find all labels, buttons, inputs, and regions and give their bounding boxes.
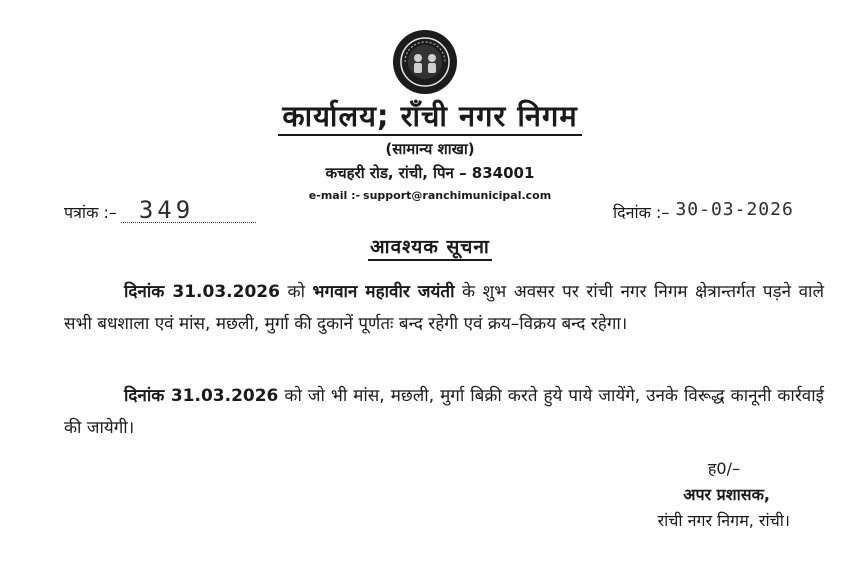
letter-number-line: [64, 196, 256, 224]
p2-body: को जो भी मांस, मछली, मुर्गा बिक्री करते हुये पाये जायेंगे, उनके विरूद्ध कानूनी कार्रवाई की जायेगी।: [64, 386, 824, 438]
date-label: दिनांक :–: [613, 203, 670, 222]
office-address: कचहरी रोड, रांची, पिन – 834001: [325, 164, 535, 182]
letter-number-label: पत्रांक :–: [64, 203, 117, 222]
p1-connector: को: [279, 282, 313, 302]
date-line: [613, 201, 794, 223]
signatory-office: रांची नगर निगम, रांची।: [657, 511, 790, 530]
notice-paragraph-2: [64, 380, 824, 444]
p1-date: दिनांक 31.03.2026: [124, 282, 280, 302]
email-label: e-mail :-: [308, 189, 361, 202]
signature-block: [590, 456, 790, 534]
branch-name: (सामान्य शाखा): [385, 140, 475, 158]
date-value: 30-03-2026: [675, 199, 794, 220]
notice-paragraph-1: [64, 276, 824, 340]
municipal-seal-logo: [393, 30, 457, 94]
letter-number-value: 349: [138, 196, 195, 224]
letter-number-field: [121, 196, 256, 224]
p1-event: भगवान महावीर जयंती: [312, 282, 455, 302]
signatory-designation: अपर प्रशासक,: [683, 485, 770, 504]
p1-body: के शुभ अवसर पर रांची नगर निगम क्षेत्रान्तर्गत पड़ने वाले सभी बधशाला एवं मांस, मछली, मुर्गा की दुकानें पूर्णतः बन्द रहेगी एवं क्रय–विक्रय बन्द रहेगा।: [64, 282, 824, 334]
seal-emblem-icon: [393, 30, 457, 94]
email-address: support@ranchimunicipal.com: [363, 189, 552, 202]
signature-mark: ह0/–: [707, 459, 740, 478]
p2-date: दिनांक 31.03.2026: [124, 386, 279, 406]
notice-title: आवश्यक सूचना: [0, 233, 860, 259]
office-title: कार्यालय; राँची नगर निगम: [0, 96, 860, 135]
